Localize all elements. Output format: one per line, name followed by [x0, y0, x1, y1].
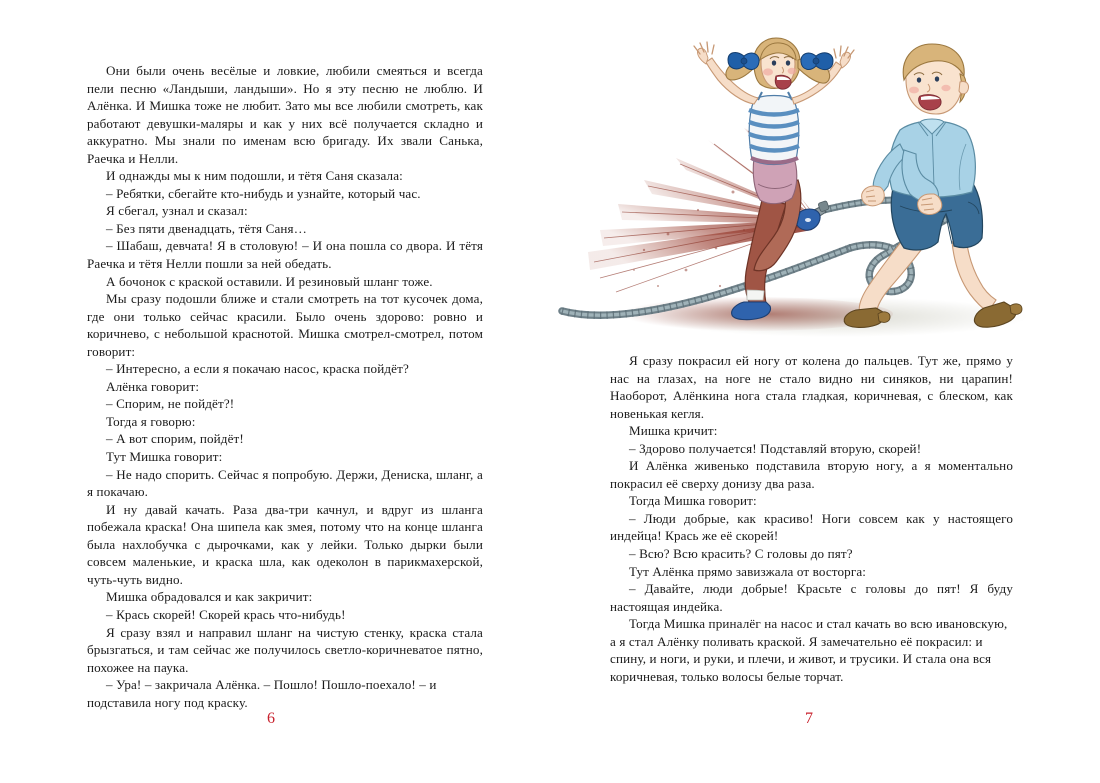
paragraph: Тут Алёнка прямо завизжала от восторга: [628, 563, 867, 579]
paragraph: – А вот спорим, пойдёт! [105, 431, 244, 447]
paragraph: Я сразу покрасил ей ногу от колена до пальцев. Тут же, прямо у нас на глазах, на ноге не стало видно ни синяков, ни царапин! Наоборот, Алёнкина нога стала гладкая, коричневая, с блеском, как новенькая кегля. [610, 353, 1013, 421]
left-page-text-column [87, 62, 483, 711]
illustration-svg [548, 34, 1048, 342]
girl-bow-left [728, 53, 759, 70]
paragraph: Тогда я говорю: [105, 413, 196, 429]
paragraph: – Крась скорей! Скорей крась что-нибудь! [105, 606, 346, 622]
paragraph: – Люди добрые, как красиво! Ноги совсем как у настоящего индейца! Крась же её скорей! [610, 510, 1013, 544]
paragraph: Они были очень весёлые и ловкие, любили смеяться и всегда пели песню «Ландыши, ландыши». Но я эту песню не люблю. И Алёнка. И Мишка тоже не любит. Зато мы все любили смотреть, как работают девушки-маляры и как у них всё получается складно и аккуратно. Мы знали по именам всю бригаду. Их звали Санька, Раечка и Нелли. [87, 63, 483, 166]
paragraph: И однажды мы к ним подошли, и тётя Саня сказала: [105, 168, 403, 184]
paragraph: Я сбегал, узнал и сказал: [105, 203, 248, 219]
boy-far-hand [862, 186, 885, 206]
paragraph: – Не надо спорить. Сейчас я попробую. Держи, Дениска, шланг, а я покачаю. [87, 466, 483, 500]
girl-head [754, 38, 800, 89]
paragraph: – Давайте, люди добрые! Красьте с головы до пят! Я буду настоящая индейка. [610, 581, 1013, 614]
paragraph: – Ребятки, сбегайте кто-нибудь и узнайте, который час. [105, 185, 421, 201]
paragraph: Тут Мишка говорит: [105, 449, 223, 465]
paragraph: И Алёнка живенько подставила вторую ногу, а я моментально покрасил её сверху донизу два раза. [610, 458, 1013, 491]
paragraph: – Всю? Всю красить? С головы до пят? [628, 546, 853, 562]
paragraph: – Спорим, не пойдёт?! [105, 396, 235, 412]
paragraph: Мишка обрадовался и как закричит: [105, 589, 313, 605]
paragraph: Мы сразу подошли ближе и стали смотреть на тот кусочек дома, где они только сейчас красили. Было очень здорово: ровно и коричнево, с небольшой краснотой. Мишка смотрел-смотрел, потом говорит: [87, 291, 483, 359]
illustration-children-with-hose [548, 34, 1048, 342]
boy-near-hand [918, 194, 942, 214]
paragraph: – Без пяти двенадцать, тётя Саня… [105, 220, 307, 236]
figure-boy-mishka [844, 44, 1022, 327]
paragraph: Мишка кричит: [628, 423, 718, 439]
paragraph: – Здорово получается! Подставляй вторую, скорей! [628, 440, 922, 456]
boy-head [903, 44, 968, 114]
paragraph: Тогда Мишка приналёг на насос и стал качать во всю ивановскую, а я стал Алёнку поливать краской. Я замечательно её покрасил: и спину, и ноги, и руки, и плечи, и живот, и трусики. И стала она вся коричневая, только волосы белые торчат. [610, 616, 1008, 684]
paragraph: И ну давай качать. Раза два-три качнул, и вдруг из шланга побежала краска! Она шипела как змея, потому что на конце шланга была нахлобучка с дырочками, как у лейки. Только дырки были совсем маленькие, и краска шла, как одеколон в парикмахерской, чуть-чуть видно. [87, 501, 483, 587]
paragraph: – Шабаш, девчата! Я в столовую! – И она пошла со двора. И тётя Раечка и тётя Нелли пошли за ней обедать. [87, 238, 483, 272]
page-number-right: 7 [805, 710, 813, 727]
right-page-text-column [610, 352, 1013, 685]
paragraph: – Интересно, а если я покачаю насос, краска пойдёт? [105, 361, 409, 377]
girl-bow-right [801, 53, 833, 70]
paragraph: Я сразу взял и направил шланг на чистую стенку, краска стала брызгаться, и там сейчас же получилось светло-коричневатое пятно, похожее на паука. [87, 624, 483, 675]
paragraph: – Ура! – закричала Алёнка. – Пошло! Пошло-поехало! – и подставила ногу под краску. [87, 677, 437, 710]
paragraph: Тогда Мишка говорит: [628, 493, 757, 509]
page-number-left: 6 [267, 710, 275, 727]
paragraph: А бочонок с краской оставили. И резиновый шланг тоже. [105, 273, 433, 289]
paragraph: Алёнка говорит: [105, 378, 200, 394]
